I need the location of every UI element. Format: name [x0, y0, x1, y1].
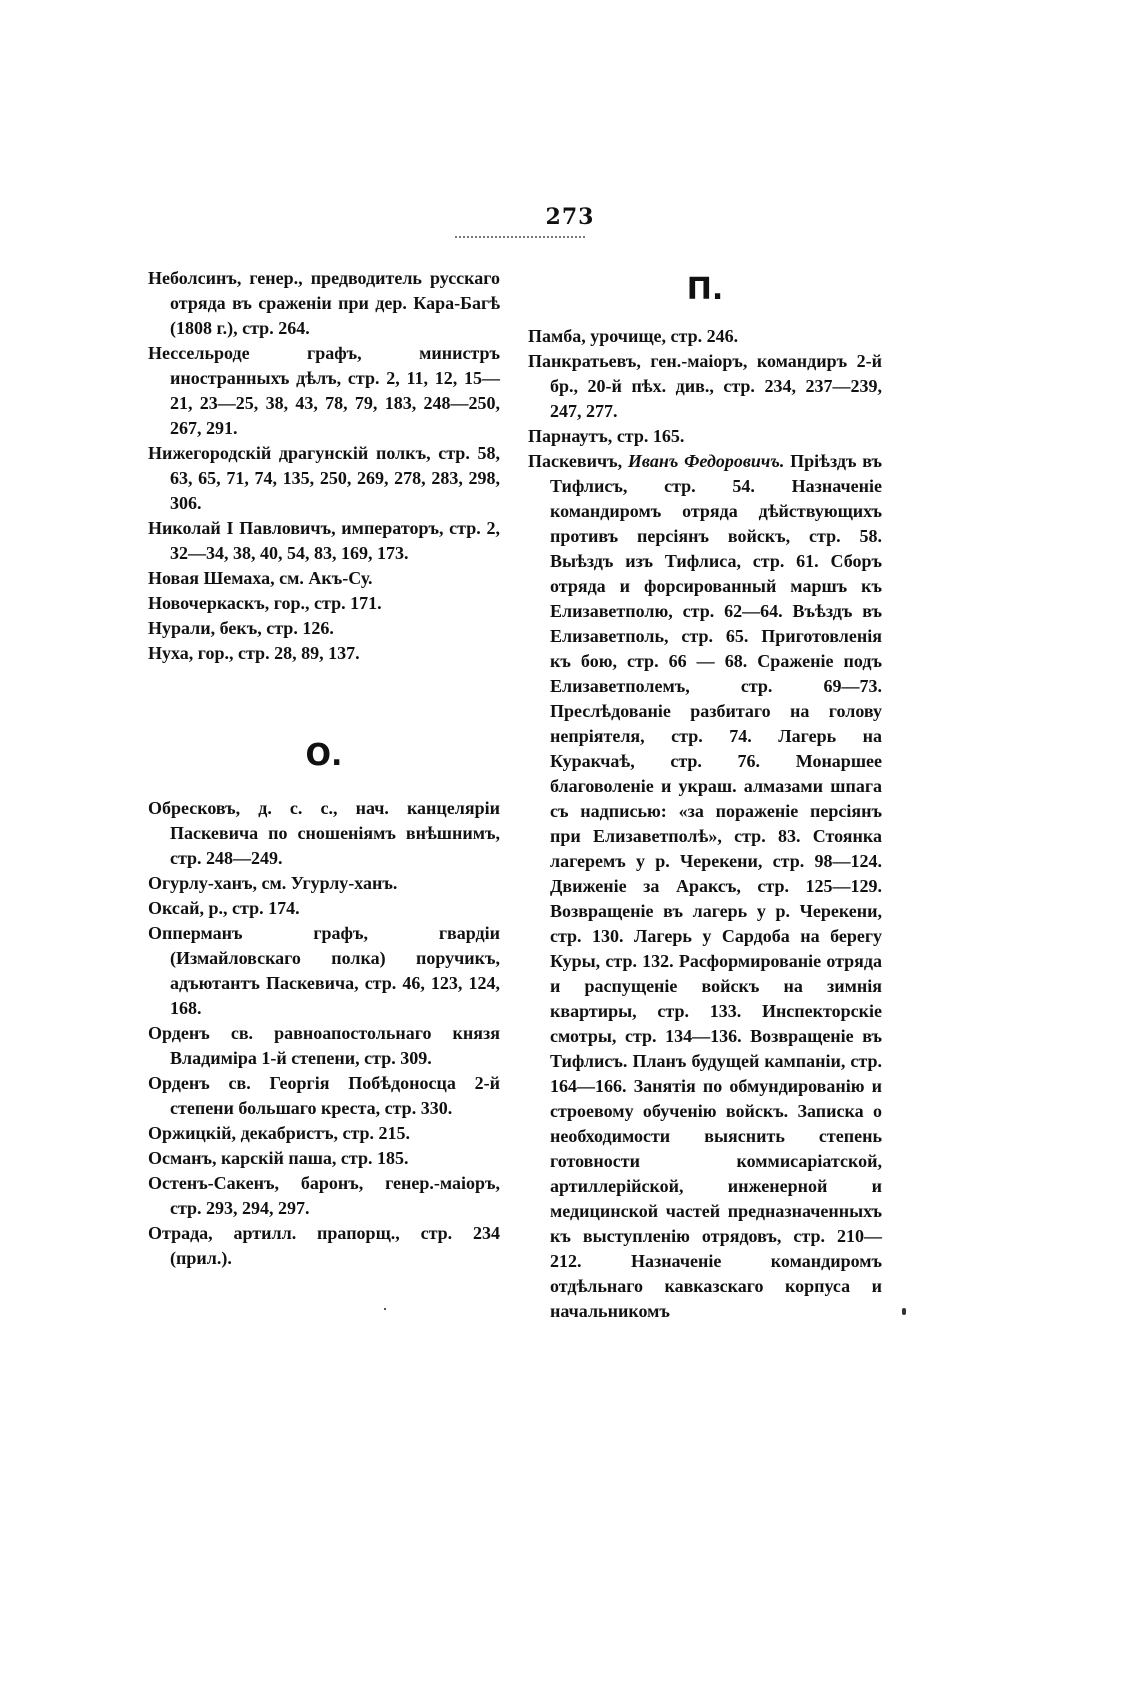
right-column: [528, 266, 882, 1324]
entries-o-list: [148, 796, 500, 1271]
entry-text: урочище, стр. 246.: [585, 326, 739, 346]
entry-term: Парнаутъ,: [528, 426, 613, 446]
entry-text: ген.-маіоръ, командиръ 2-й бр., 20-й пѣх. див., стр. 234, 237—239, 247, 277.: [550, 351, 882, 421]
index-entry: [528, 349, 882, 424]
entry-term: Опперманъ: [148, 923, 243, 943]
entry-name-italic: Иванъ Федоровичъ.: [627, 451, 785, 471]
entry-term: Панкратьевъ,: [528, 351, 641, 371]
entry-term: Николай I Павловичъ,: [148, 518, 336, 538]
entry-term: Остенъ-Сакенъ,: [148, 1173, 279, 1193]
entry-text: св. Георгія Побѣдоносца 2-й степени большаго креста, стр. 330.: [170, 1073, 500, 1118]
section-letter-p: П.: [686, 272, 724, 307]
entry-term: Памба,: [528, 326, 586, 346]
index-entry: [148, 921, 500, 1021]
index-entry: [148, 591, 500, 616]
entry-term: Нурали,: [148, 618, 216, 638]
entry-text: декабристъ, стр. 215.: [236, 1123, 411, 1143]
index-entry: [148, 341, 500, 441]
entry-text: карскій паша, стр. 185.: [216, 1148, 409, 1168]
entries-n-list: [148, 266, 500, 666]
entry-text: драгунскій полкъ, стр. 58, 63, 65, 71, 74, 135, 250, 269, 278, 283, 298, 306.: [170, 443, 500, 513]
index-entry: [148, 441, 500, 516]
entry-text: гор., стр. 28, 89, 137.: [193, 643, 360, 663]
entry-text: стр. 165.: [612, 426, 685, 446]
index-entry: [148, 566, 500, 591]
entry-text: графъ, гвардіи (Измайловскаго полка) поручикъ, адъютантъ Паскевича, стр. 46, 123, 124, 168.: [170, 923, 500, 1018]
index-entry: [148, 871, 500, 896]
entry-text: р., стр. 174.: [204, 898, 300, 918]
entry-term: Новочеркаскъ,: [148, 593, 270, 613]
entry-text: гор., стр. 171.: [269, 593, 382, 613]
index-entry: [148, 896, 500, 921]
entry-term: Отрада,: [148, 1223, 213, 1243]
index-entry: [148, 1071, 500, 1121]
page-number-ornament: [455, 236, 585, 238]
index-entry: [148, 1171, 500, 1221]
section-letter-o: О.: [305, 738, 343, 773]
index-entry: [148, 1221, 500, 1271]
entry-text: императоръ, стр. 2, 32—34, 38, 40, 54, 83, 169, 173.: [170, 518, 500, 563]
entry-term: Паскевичъ,: [528, 451, 623, 471]
entry-term: Неболсинъ,: [148, 268, 242, 288]
index-entry: [148, 616, 500, 641]
entry-text: св. равноапостольнаго князя Владиміра 1-й степени, стр. 309.: [170, 1023, 500, 1068]
entry-term: Османъ,: [148, 1148, 217, 1168]
section-gap: [148, 666, 500, 736]
entry-term: Орденъ: [148, 1073, 210, 1093]
index-entry: [148, 516, 500, 566]
entry-text: артилл. прапорщ., стр. 234 (прил.).: [170, 1223, 500, 1268]
entry-text: Пріѣздъ въ Тифлисъ, стр. 54. Назначеніе командиромъ отряда дѣйствующихъ противъ персіянъ войскъ, стр. 58. Выѣздъ изъ Тифлиса, стр. 61. Сборъ отряда и форсированный маршъ къ Елизаветполю, стр. 62—64. Въѣздъ въ Елизаветполь, стр. 65. Приготовленія къ бою, стр. 66 — 68. Сраженіе подъ Елизаветполемъ, стр. 69—73. Преслѣдованіе разбитаго на голову непріятеля, стр. 74. Лагерь на Куракчаѣ, стр. 76. Монаршее благоволеніе и украш. алмазами шпага съ надписью: «за пораженіе персіянъ при Елизаветполѣ», стр. 83. Стоянка лагеремъ у р. Черекени, стр. 98—124. Движеніе за Араксъ, стр. 125—129. Возвращеніе въ лагерь у р. Черекени, стр. 130. Лагерь у Сардоба на берегу Куры, стр. 132. Расформированіе отряда и распущеніе войскъ на зимнія квартиры, стр. 133. Инспекторскіе смотры, стр. 134—136. Возвращеніе въ Тифлисъ. Планъ будущей кампаніи, стр. 164—166. Занятія по обмундированію и строевому обученію войскъ. Записка о необходимости выяснить степень готовности коммисаріатской, артиллерійской, инженерной и медицинской частей предназначенныхъ къ выступленію отрядовъ, стр. 210—212. Назначеніе командиромъ отдѣльнаго кавказскаго корпуса и начальникомъ: [550, 451, 883, 1321]
entry-text: см. Акъ-Су.: [274, 568, 373, 588]
stray-mark: [902, 1308, 906, 1315]
index-entry-paskevich: [528, 449, 882, 1324]
entry-term: Нижегородскій: [148, 443, 272, 463]
entry-term: Нуха,: [148, 643, 194, 663]
index-entry: [528, 424, 882, 449]
page-number: 273: [545, 204, 595, 230]
index-entry: [148, 641, 500, 666]
index-entry: [148, 1121, 500, 1146]
entry-text: см. Угурлу-ханъ.: [256, 873, 398, 893]
index-entry: [148, 1146, 500, 1171]
entry-text: баронъ, генер.-маіоръ, стр. 293, 294, 297.: [170, 1173, 500, 1218]
entry-text: бекъ, стр. 126.: [215, 618, 334, 638]
entry-term: Новая Шемаха,: [148, 568, 275, 588]
entry-term: Орденъ: [148, 1023, 210, 1043]
entry-text: генер., предводитель русскаго отряда въ сраженіи при дер. Кара-Багѣ (1808 г.), стр. 264.: [170, 268, 500, 338]
entry-term: Нессельроде: [148, 343, 250, 363]
entry-text: д. с. с., нач. канцеляріи Паскевича по сношеніямъ внѣшнимъ, стр. 248—249.: [170, 798, 500, 868]
stray-mark: [384, 1308, 386, 1310]
entry-term: Огурлу-ханъ,: [148, 873, 257, 893]
entries-p-list: [528, 324, 882, 449]
index-entry: [148, 266, 500, 341]
index-entry: [148, 1021, 500, 1071]
index-entry: [148, 796, 500, 871]
entry-term: Оксай,: [148, 898, 205, 918]
entry-term: Оржицкій,: [148, 1123, 237, 1143]
entry-term: Обресковъ,: [148, 798, 241, 818]
section-gap: [148, 776, 500, 796]
left-column: [148, 266, 500, 1271]
entry-text: графъ, министръ иностранныхъ дѣлъ, стр. 2, 11, 12, 15—21, 23—25, 38, 43, 78, 79, 183, 248—250, 267, 291.: [170, 343, 500, 438]
index-entry: [528, 324, 882, 349]
